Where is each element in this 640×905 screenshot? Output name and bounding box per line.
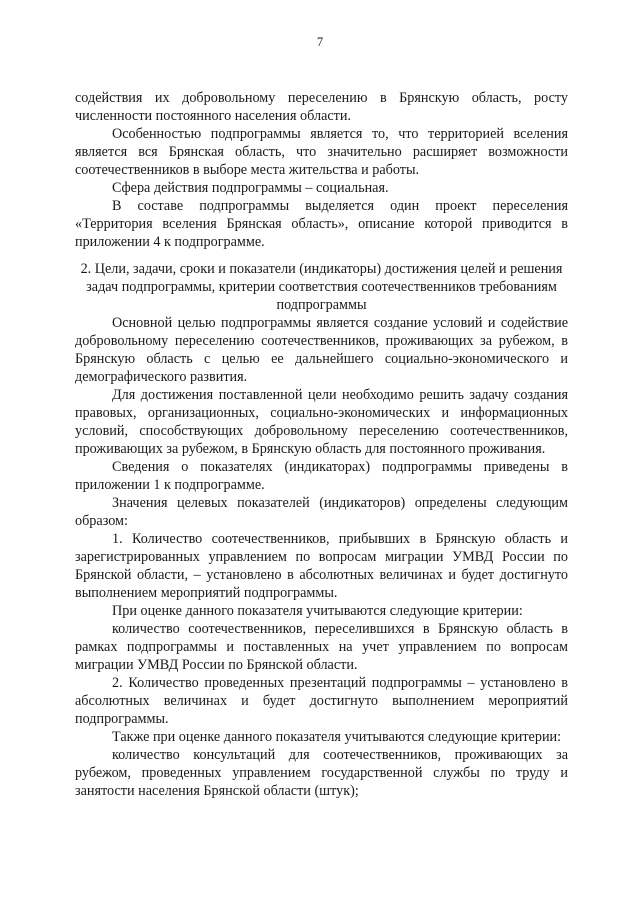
paragraph: Сфера действия подпрограммы – социальная.	[112, 180, 389, 196]
section-heading: 2. Цели, задачи, сроки и показатели (индикаторы) достижения целей и решения задач подпрограммы, критерии соответствия соотечественников требованиям подпрограммы	[80, 261, 563, 313]
paragraph: Для достижения поставленной цели необходимо решить задачу создания правовых, организационных, социально-экономических и информационных условий, способствующих добровольному переселению соотечественников, проживающих за рубежом, в Брянскую область для постоянного проживания.	[75, 387, 568, 457]
paragraph: Сведения о показателях (индикаторах) подпрограммы приведены в приложении 1 к подпрограмме.	[75, 459, 568, 493]
paragraph: 2. Количество проведенных презентаций подпрограммы – установлено в абсолютных величинах и будет достигнуто выполнением мероприятий подпрограммы.	[75, 675, 568, 727]
paragraph: При оценке данного показателя учитываются следующие критерии:	[112, 603, 523, 619]
paragraph: количество соотечественников, переселившихся в Брянскую область в рамках подпрограммы и поставленных на учет управлением по вопросам миграции УМВД России по Брянской области.	[75, 621, 568, 673]
paragraph: Основной целью подпрограммы является создание условий и содействие добровольному переселению соотечественников, проживающих за рубежом, в Брянскую область с целью ее дальнейшего социально-экономического и демографического развития.	[75, 315, 568, 385]
paragraph: Значения целевых показателей (индикаторов) определены следующим образом:	[75, 495, 568, 529]
page-number: 7	[316, 35, 324, 49]
paragraph: количество консультаций для соотечественников, проживающих за рубежом, проведенных управлением государственной службы по труду и занятости населения Брянской области (штук);	[75, 747, 568, 799]
section-2-text-block	[75, 260, 568, 800]
paragraph: Особенностью подпрограммы является то, что территорией вселения является вся Брянская область, что значительно расширяет возможности соотечественников в выборе места жительства и работы.	[75, 126, 568, 178]
paragraph: 1. Количество соотечественников, прибывших в Брянскую область и зарегистрированных управлением по вопросам миграции УМВД России по Брянской области, – установлено в абсолютных величинах и будет достигнуто выполнением мероприятий подпрограммы.	[75, 531, 568, 601]
paragraph: содействия их добровольному переселению в Брянскую область, росту численности постоянного населения области.	[75, 90, 568, 124]
paragraph: В составе подпрограммы выделяется один проект переселения «Территория вселения Брянская область», описание которой приводится в приложении 4 к подпрограмме.	[75, 198, 568, 250]
intro-text-block	[75, 89, 568, 251]
paragraph: Также при оценке данного показателя учитываются следующие критерии:	[112, 729, 562, 745]
